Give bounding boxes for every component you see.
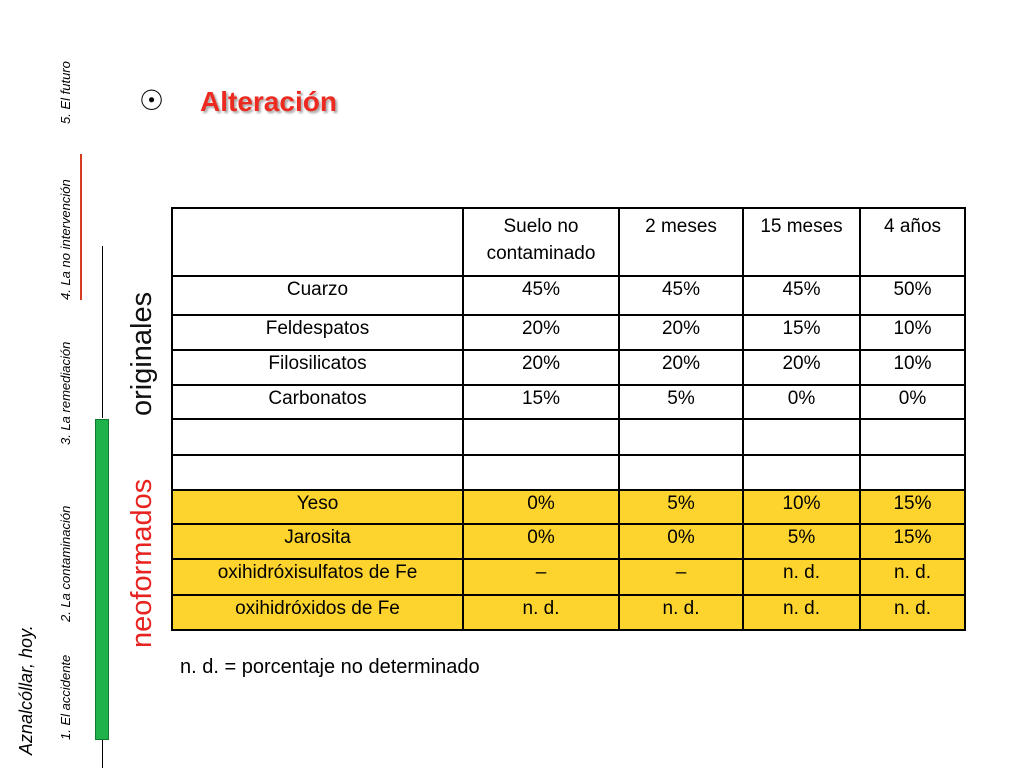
divider-line-top [102, 246, 103, 418]
sidebar-title: Aznalcóllar, hoy. [16, 625, 36, 755]
value-cell: 10% [860, 350, 965, 385]
sidebar-nav [58, 60, 73, 740]
value-cell: 15% [860, 490, 965, 524]
value-cell: 45% [743, 276, 860, 315]
value-cell: 50% [860, 276, 965, 315]
mineral-name-cell [172, 455, 463, 490]
value-cell: 5% [619, 385, 743, 419]
table-row [172, 315, 965, 350]
table-row [172, 490, 965, 524]
value-cell: 15% [743, 315, 860, 350]
mineral-name-cell: Jarosita [172, 524, 463, 559]
table-row [172, 350, 965, 385]
table-row [172, 595, 965, 630]
mineral-name-cell [172, 419, 463, 455]
sun-bullet-icon: ☉ [139, 85, 165, 116]
table-header-row [172, 208, 965, 276]
active-section-indicator [95, 419, 109, 740]
nav-item-futuro[interactable]: 5. El futuro [58, 61, 73, 124]
value-cell: 45% [619, 276, 743, 315]
value-cell [619, 419, 743, 455]
value-cell: n. d. [860, 595, 965, 630]
value-cell: – [463, 559, 619, 595]
header-cell: 15 meses [743, 208, 860, 276]
current-item-marker [80, 154, 82, 300]
header-cell: 2 meses [619, 208, 743, 276]
value-cell: n. d. [463, 595, 619, 630]
mineral-name-cell: Feldespatos [172, 315, 463, 350]
value-cell [463, 455, 619, 490]
table-row [172, 559, 965, 595]
nav-item-no-intervencion[interactable]: 4. La no intervención [58, 179, 73, 300]
value-cell: n. d. [743, 595, 860, 630]
header-cell [172, 208, 463, 276]
mineral-table [171, 207, 966, 631]
value-cell: 20% [743, 350, 860, 385]
value-cell: n. d. [860, 559, 965, 595]
value-cell: 0% [463, 490, 619, 524]
divider-line-bottom [102, 740, 103, 768]
mineral-name-cell: oxihidróxisulfatos de Fe [172, 559, 463, 595]
value-cell: 15% [463, 385, 619, 419]
nav-item-accidente[interactable]: 1. El accidente [58, 654, 73, 740]
mineral-name-cell: Carbonatos [172, 385, 463, 419]
value-cell [743, 455, 860, 490]
mineral-name-cell: Yeso [172, 490, 463, 524]
table-row-empty [172, 419, 965, 455]
value-cell: 15% [860, 524, 965, 559]
mineral-name-cell: Cuarzo [172, 276, 463, 315]
mineral-name-cell: oxihidróxidos de Fe [172, 595, 463, 630]
value-cell: 20% [463, 350, 619, 385]
value-cell: 10% [860, 315, 965, 350]
value-cell: 5% [743, 524, 860, 559]
value-cell: 20% [619, 315, 743, 350]
value-cell: n. d. [619, 595, 743, 630]
value-cell [743, 419, 860, 455]
value-cell: 0% [619, 524, 743, 559]
value-cell [619, 455, 743, 490]
nav-item-remediacion[interactable]: 3. La remediación [58, 341, 73, 445]
table-row [172, 276, 965, 315]
value-cell [860, 455, 965, 490]
value-cell: 10% [743, 490, 860, 524]
value-cell: 20% [463, 315, 619, 350]
mineral-name-cell: Filosilicatos [172, 350, 463, 385]
header-cell: 4 años [860, 208, 965, 276]
nav-item-contaminacion[interactable]: 2. La contaminación [58, 505, 73, 622]
table-row-empty [172, 455, 965, 490]
neoformados-label: neoformados [126, 478, 158, 648]
value-cell: 5% [619, 490, 743, 524]
value-cell [860, 419, 965, 455]
value-cell: 0% [743, 385, 860, 419]
value-cell: 45% [463, 276, 619, 315]
value-cell: 0% [860, 385, 965, 419]
footnote: n. d. = porcentaje no determinado [180, 656, 480, 678]
value-cell: n. d. [743, 559, 860, 595]
value-cell: 0% [463, 524, 619, 559]
page-title: Alteración [200, 86, 337, 117]
value-cell: – [619, 559, 743, 595]
table-row [172, 524, 965, 559]
value-cell [463, 419, 619, 455]
table-row [172, 385, 965, 419]
value-cell: 20% [619, 350, 743, 385]
originales-label: originales [126, 291, 158, 416]
header-cell: Suelo no contaminado [463, 208, 619, 276]
